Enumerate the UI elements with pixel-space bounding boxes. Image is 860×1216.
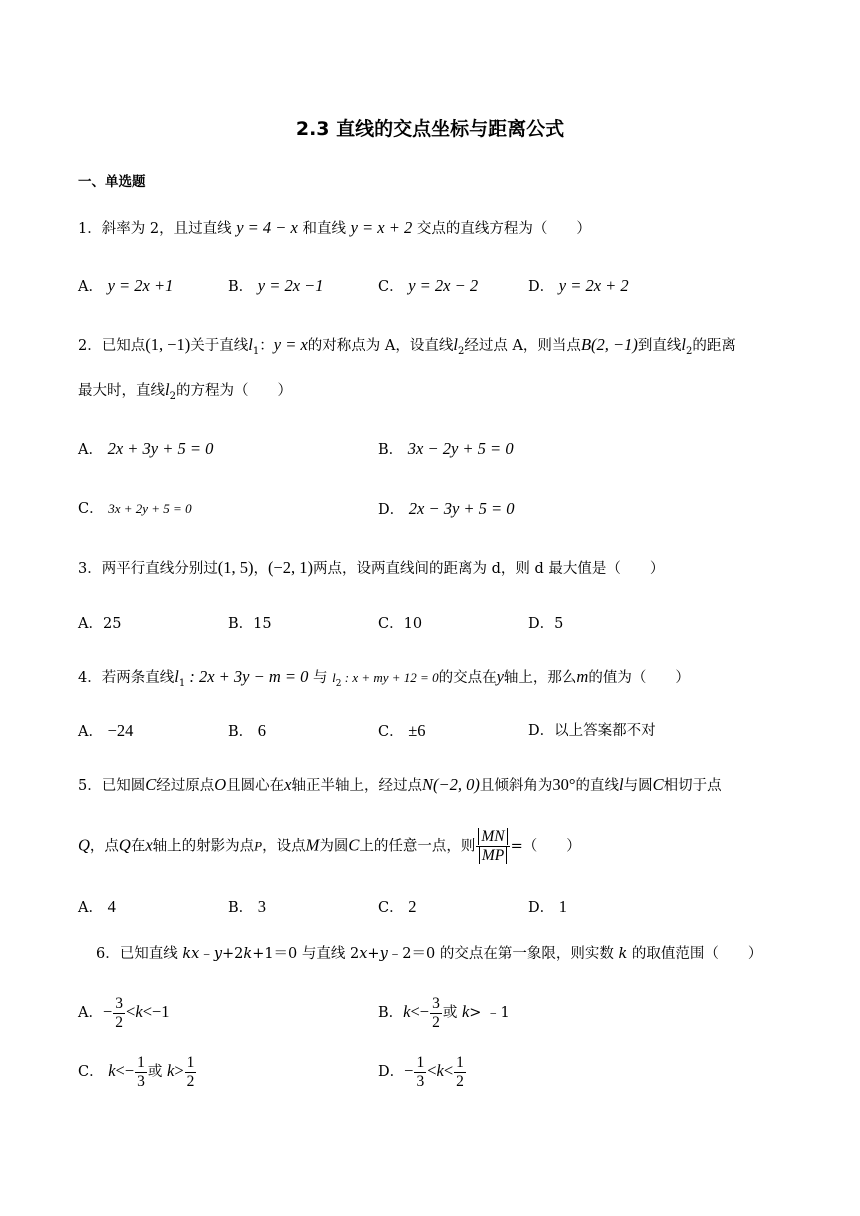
- math-expression: C: [145, 775, 157, 794]
- fraction-denominator: 3: [416, 1072, 425, 1090]
- math-expression: y = 4 − x: [236, 218, 298, 237]
- option-label: C．: [78, 1064, 104, 1080]
- math-expression: x: [359, 946, 368, 962]
- math-expression: 30°: [552, 775, 576, 794]
- question-text: 且倾斜角为: [479, 778, 553, 794]
- fraction-denominator: MP: [479, 847, 507, 864]
- option-value: 1: [558, 897, 567, 916]
- math-expression: : x + my + 12 = 0: [341, 670, 439, 685]
- option-value: 4: [107, 897, 116, 916]
- math-expression: Q: [78, 835, 90, 855]
- math-subscript: 2: [457, 345, 465, 357]
- math-symbol: <: [427, 1061, 437, 1080]
- question-text: 相切于点: [663, 778, 722, 794]
- question-text: 已知圆: [101, 778, 146, 794]
- question-text: 为圆: [319, 838, 349, 855]
- question-text: 若两条直线: [101, 670, 175, 686]
- option-label: D．: [528, 279, 555, 295]
- question-text: 的交点在: [438, 670, 497, 686]
- fraction-numerator: MN: [478, 828, 507, 845]
- math-variable: k: [461, 1002, 470, 1021]
- math-symbol: <−: [410, 1002, 430, 1021]
- question-text: 上的任意一点，则: [359, 838, 476, 855]
- math-symbol: <: [443, 1061, 454, 1080]
- question-number: 6．: [96, 946, 120, 962]
- question-text: 和直线: [297, 221, 351, 237]
- math-expression: l: [248, 335, 253, 354]
- question-text: 轴正半轴上，经过点: [291, 778, 422, 794]
- math-expression: N(−2, 0): [422, 775, 480, 794]
- fraction-numerator: 1: [456, 1053, 464, 1071]
- option-value: y = 2x −1: [257, 276, 324, 295]
- math-expression: (1, −1): [145, 335, 191, 354]
- question-text: 已知直线: [119, 946, 183, 962]
- q3-option-a: A．25: [78, 616, 122, 632]
- question-text: ，: [253, 561, 268, 577]
- question-2: [78, 334, 736, 363]
- math-expression: P: [254, 838, 263, 854]
- math-subscript: 1: [178, 677, 186, 689]
- math-expression: l: [619, 775, 624, 794]
- math-expression: > ﹣1: [469, 1005, 510, 1021]
- fraction-numerator: 1: [416, 1053, 425, 1071]
- option-value: y = 2x +1: [107, 276, 174, 295]
- q3-option-b: B．15: [228, 616, 272, 632]
- math-variable: k: [436, 1061, 444, 1080]
- math-expression: (−2, 1): [267, 558, 314, 577]
- option-label: B．: [228, 724, 254, 740]
- option-value: 2: [408, 897, 417, 916]
- q1-option-a: [78, 275, 173, 298]
- question-text: 最大时，直线: [78, 383, 165, 399]
- question-text: 的距离: [692, 338, 736, 354]
- question-1: [78, 217, 591, 240]
- fraction-numerator: 1: [186, 1053, 195, 1071]
- option-label: A．: [78, 442, 103, 458]
- option-label: D．: [528, 900, 555, 916]
- math-subscript: 1: [252, 345, 260, 357]
- question-text: 交点的直线方程为（ ）: [412, 221, 591, 237]
- math-expression: l: [681, 335, 686, 354]
- math-expression: <−1: [142, 1002, 170, 1021]
- fraction: [430, 995, 442, 1032]
- option-label: C．: [378, 900, 404, 916]
- question-text: =（ ）: [510, 838, 581, 855]
- question-text: 在: [130, 838, 146, 855]
- question-text: 轴上，那么: [503, 670, 577, 686]
- option-value: 2x + 3y + 5 = 0: [107, 439, 214, 458]
- math-expression: B(2, −1): [580, 335, 638, 354]
- question-number: 1．: [78, 221, 102, 237]
- fraction-denominator: 2: [115, 1013, 124, 1031]
- question-text: 与: [308, 670, 333, 686]
- math-expression: l: [453, 335, 458, 354]
- option-value: ±6: [408, 721, 426, 740]
- question-text: 的直线: [575, 778, 619, 794]
- fraction-denominator: 3: [137, 1072, 145, 1090]
- question-text: ﹣: [199, 946, 214, 962]
- option-label: B．: [228, 900, 254, 916]
- math-expression: kx: [182, 946, 200, 962]
- math-variable: k: [135, 1002, 143, 1021]
- question-text: 关于直线: [190, 338, 249, 354]
- question-3: [78, 557, 664, 580]
- q2-option-b: [378, 438, 514, 461]
- math-symbol: −: [102, 1002, 113, 1021]
- q6-option-a: [78, 992, 170, 1033]
- option-label: D．: [378, 1064, 405, 1080]
- math-expression: l: [165, 380, 170, 399]
- question-text: +2: [222, 946, 244, 962]
- q1-option-c: [378, 275, 478, 298]
- option-value: 6: [257, 721, 267, 740]
- question-text: 两平行直线分别过: [101, 561, 218, 577]
- math-expression: l: [332, 670, 336, 685]
- math-variable: k: [108, 1061, 116, 1080]
- option-label: C．: [78, 501, 104, 517]
- math-expression: l: [174, 667, 179, 686]
- math-expression: m: [576, 667, 589, 686]
- math-subscript: 2: [685, 345, 693, 357]
- math-expression: O: [214, 775, 227, 794]
- math-expression: y = x: [273, 335, 308, 354]
- question-2-continued: [78, 379, 292, 408]
- q3-option-d: D．5: [528, 616, 564, 632]
- question-text: ：: [259, 338, 274, 354]
- option-label: A．: [78, 724, 103, 740]
- question-text: +1＝0 与直线 2: [252, 946, 360, 962]
- q4-option-d: D．以上答案都不对: [528, 723, 656, 739]
- math-expression: k: [618, 946, 628, 962]
- q5-option-b: [228, 896, 266, 919]
- math-expression: x: [284, 775, 292, 794]
- fraction-denominator: 2: [456, 1072, 464, 1090]
- question-text: 的对称点为 A，设直线: [307, 338, 454, 354]
- question-4: [78, 666, 690, 695]
- option-label: C．: [378, 279, 404, 295]
- math-expression: k: [243, 946, 253, 962]
- math-subscript: 2: [335, 678, 342, 689]
- math-symbol: −: [404, 1061, 414, 1080]
- q6-option-c: [78, 1051, 197, 1092]
- option-label: D．: [378, 502, 405, 518]
- fraction-numerator: 3: [432, 994, 440, 1012]
- option-value: −24: [107, 721, 134, 740]
- option-value: y = 2x − 2: [408, 276, 479, 295]
- question-text: 或: [147, 1064, 168, 1080]
- math-expression: (1, 5): [217, 558, 254, 577]
- question-text: 经过点 A，则当点: [464, 338, 581, 354]
- math-expression: C: [652, 775, 664, 794]
- q1-option-b: [228, 275, 324, 298]
- question-text: 与圆: [623, 778, 653, 794]
- math-expression: : 2x + 3y − m = 0: [185, 667, 309, 686]
- question-number: 4．: [78, 670, 102, 686]
- question-text: 经过原点: [156, 778, 215, 794]
- fraction-denominator: 2: [432, 1013, 440, 1031]
- q2-option-d: [378, 498, 515, 521]
- question-text: 的取值范围（ ）: [627, 946, 763, 962]
- math-symbol: >: [174, 1061, 184, 1080]
- math-expression: y: [496, 667, 504, 686]
- question-text: ﹣2＝0 的交点在第一象限，则实数: [387, 946, 619, 962]
- q5-option-c: [378, 896, 416, 919]
- question-text: +: [367, 946, 380, 962]
- question-number: 2．: [78, 338, 102, 354]
- q4-option-b: [228, 720, 266, 743]
- math-symbol: <−: [115, 1061, 135, 1080]
- fraction: [454, 1054, 466, 1091]
- fraction-denominator: 2: [186, 1072, 195, 1090]
- option-label: B．: [378, 442, 404, 458]
- q4-option-c: [378, 720, 426, 743]
- ratio-fraction: [476, 828, 509, 865]
- fraction-numerator: 1: [137, 1053, 145, 1071]
- page-title: 2.3 直线的交点坐标与距离公式: [295, 118, 565, 140]
- fraction: [185, 1054, 197, 1091]
- math-expression: y = x + 2: [350, 218, 413, 237]
- question-text: ，设点: [262, 838, 306, 855]
- question-text: 的值为（ ）: [588, 670, 690, 686]
- math-symbol: <: [126, 1002, 136, 1021]
- fraction-numerator: 3: [115, 994, 124, 1012]
- question-text: 已知点: [101, 338, 146, 354]
- option-label: B．: [378, 1005, 404, 1021]
- option-value: 2x − 3y + 5 = 0: [408, 499, 515, 518]
- option-value: 3x + 2y + 5 = 0: [108, 501, 192, 516]
- option-label: C．: [378, 724, 404, 740]
- q1-option-d: [528, 275, 629, 298]
- q4-option-a: [78, 720, 133, 743]
- fraction: [414, 1054, 426, 1091]
- math-variable: k: [167, 1061, 175, 1080]
- section-heading: 一、单选题: [78, 174, 146, 190]
- option-label: A．: [78, 900, 103, 916]
- question-text: 的方程为（ ）: [175, 383, 292, 399]
- math-expression: y: [213, 946, 223, 962]
- q2-option-c: [78, 498, 192, 520]
- q5-option-d: [528, 896, 567, 919]
- math-expression: x: [145, 835, 153, 855]
- math-expression: Q: [118, 835, 131, 855]
- question-5: [78, 774, 722, 797]
- question-number: 5．: [78, 778, 102, 794]
- option-label: B．: [228, 279, 254, 295]
- fraction: [135, 1054, 147, 1091]
- math-subscript: 2: [169, 390, 176, 402]
- q6-option-b: [378, 992, 510, 1033]
- question-text: 斜率为 2，且过直线: [101, 221, 237, 237]
- question-5-continued: [78, 828, 581, 865]
- option-value: 3: [257, 897, 267, 916]
- math-expression: M: [305, 835, 320, 855]
- question-text: 轴上的射影为点: [152, 838, 255, 855]
- option-label: A．: [78, 279, 103, 295]
- question-number: 3．: [78, 561, 102, 577]
- option-label: A．: [78, 1005, 103, 1021]
- question-text: 或: [442, 1005, 462, 1021]
- math-expression: y: [379, 946, 388, 962]
- question-text: 两点，设两直线间的距离为 d，则 d 最大值是（ ）: [313, 561, 665, 577]
- q5-option-a: [78, 896, 116, 919]
- question-text: 到直线: [637, 338, 682, 354]
- q6-option-d: [378, 1051, 467, 1092]
- question-text: 且圆心在: [226, 778, 285, 794]
- math-expression: C: [348, 835, 360, 855]
- q2-option-a: [78, 438, 213, 461]
- fraction: [113, 995, 125, 1032]
- math-variable: k: [403, 1002, 411, 1021]
- option-value: y = 2x + 2: [558, 276, 629, 295]
- option-value: 3x − 2y + 5 = 0: [407, 439, 514, 458]
- question-text: ，点: [89, 838, 119, 855]
- question-6: [96, 943, 762, 965]
- q3-option-c: C．10: [378, 616, 423, 632]
